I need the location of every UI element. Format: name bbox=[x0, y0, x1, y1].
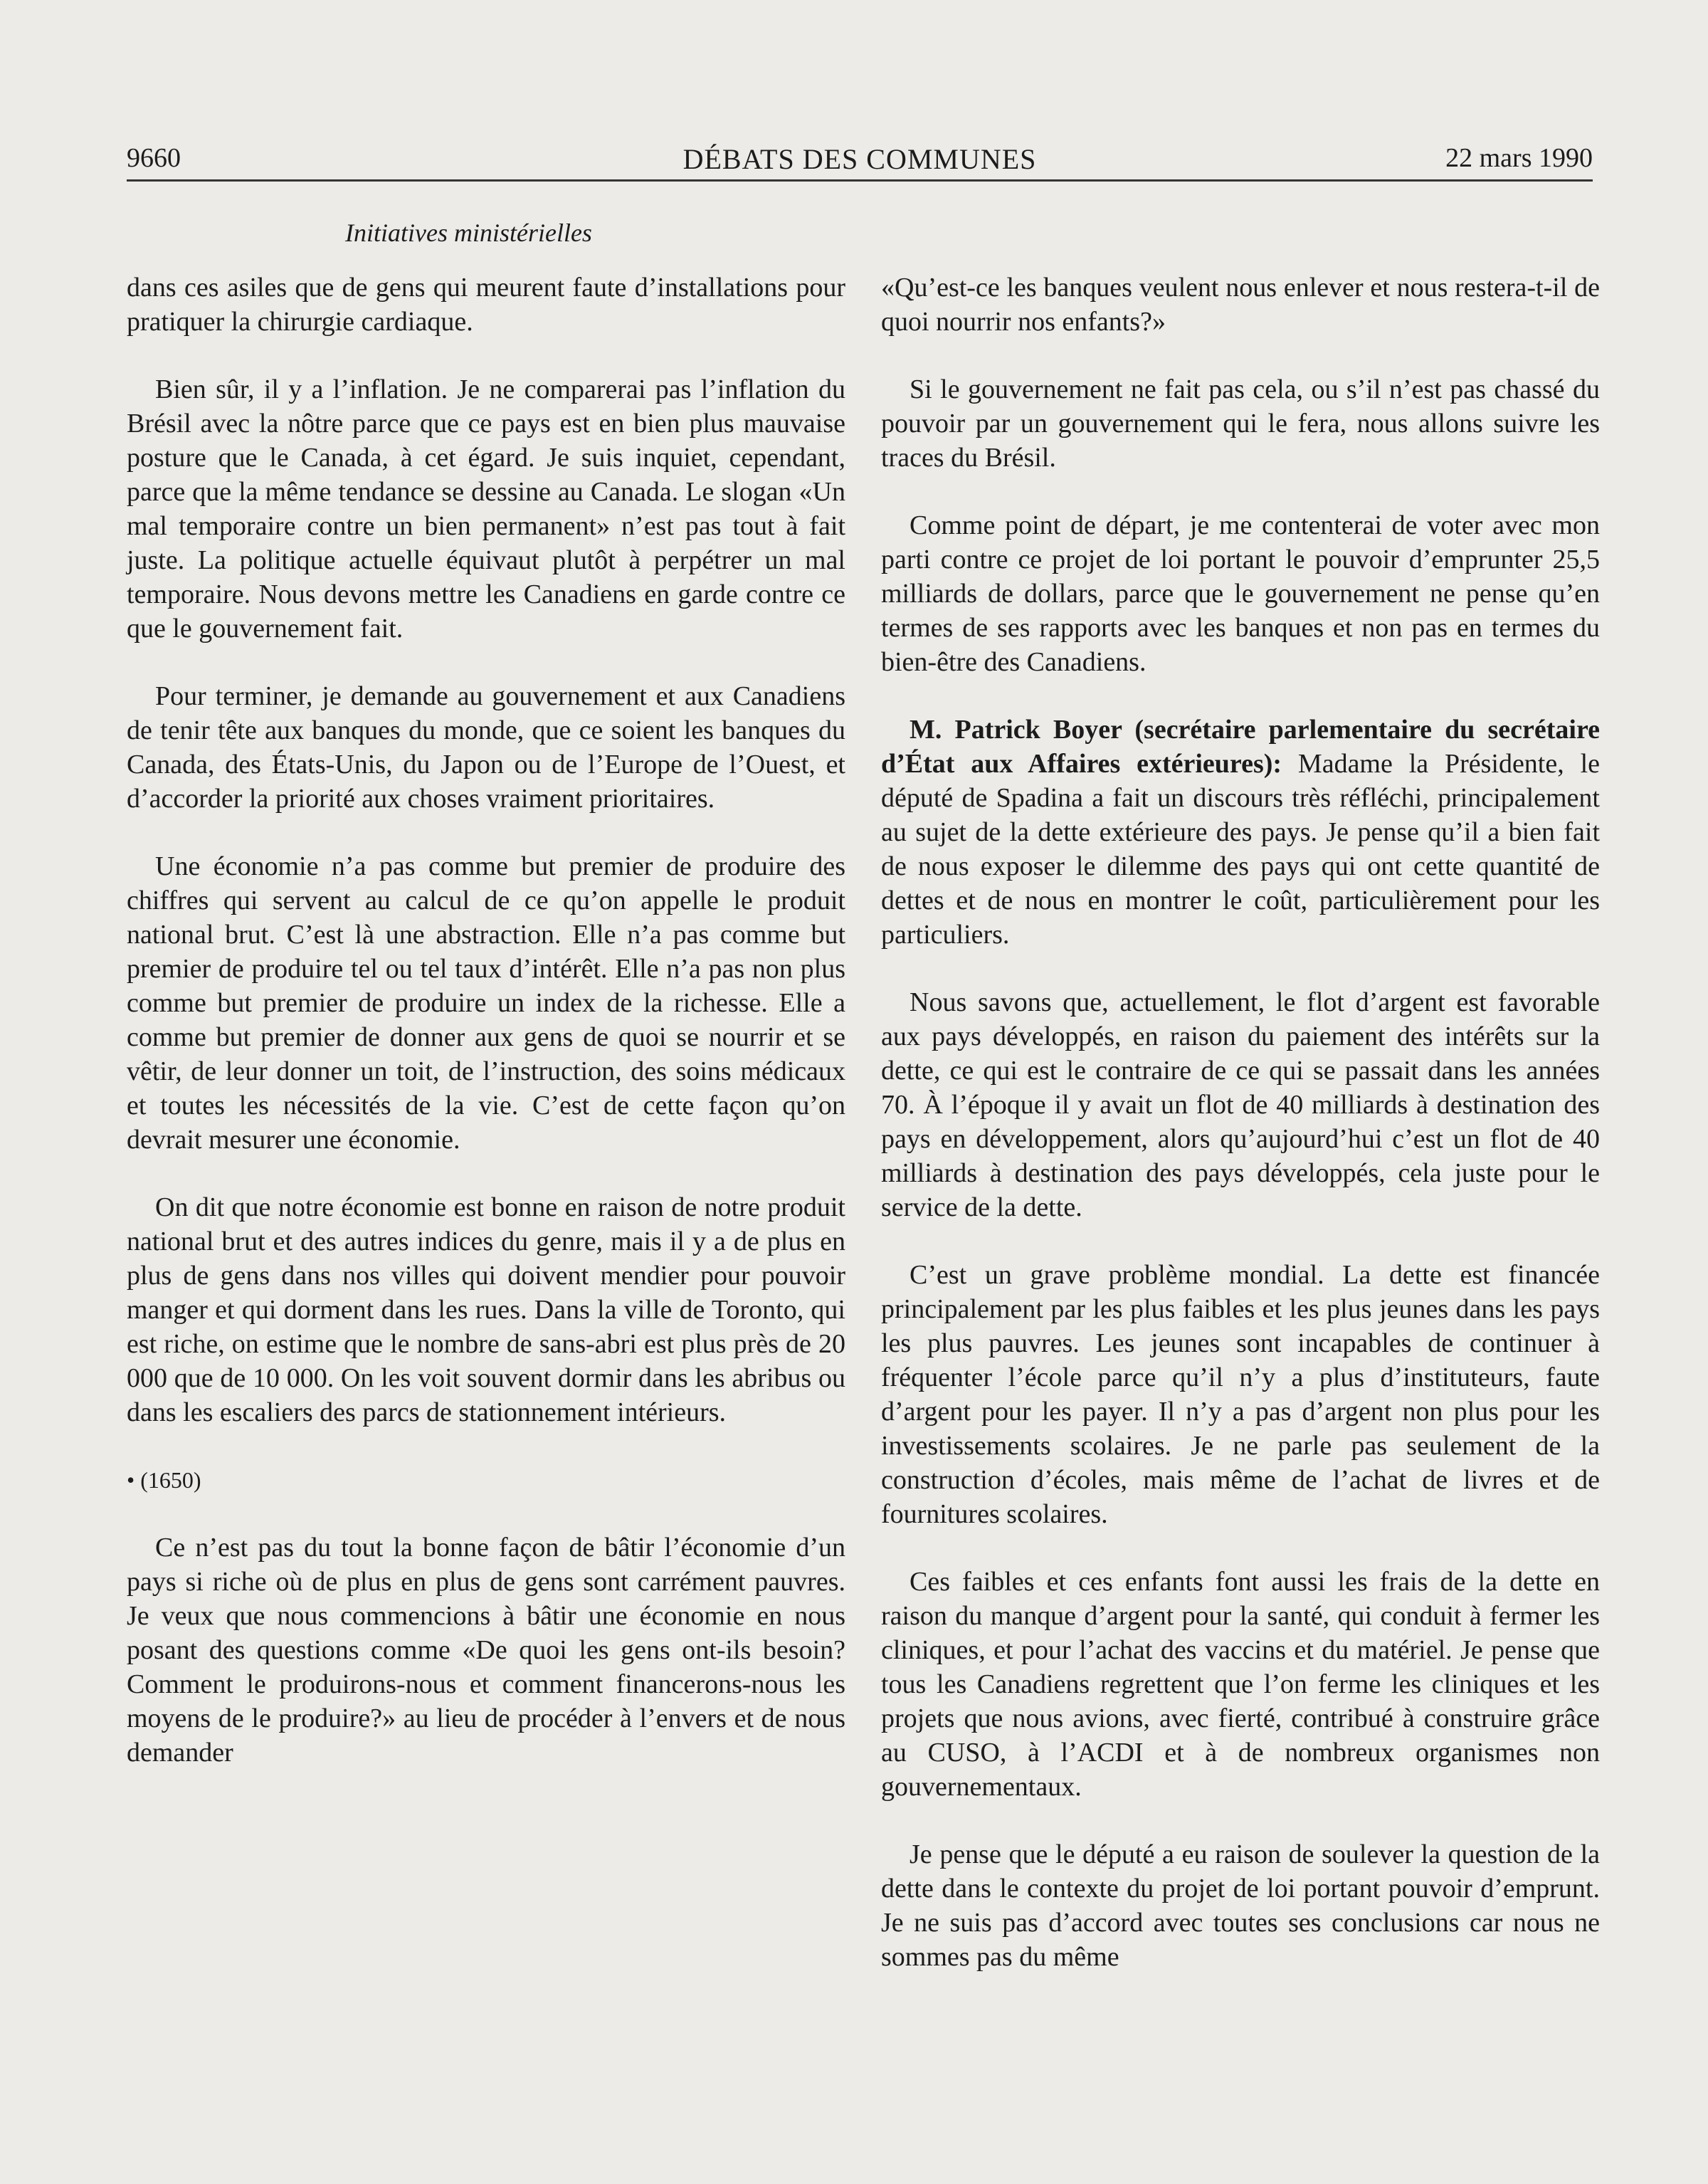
time-marker: • (1650) bbox=[127, 1467, 201, 1493]
right-paragraph-7: Ces faibles et ces enfants font aussi les frais de la dette en raison du manque d’argent pour la santé, qui conduit à fermer les cliniques, et pour l’achat des vaccins et du matériel. Je pense que tous les Canadiens regrettent que l’on ferme les cliniques et les projets que nous avions, avec fierté, contribué à construire grâce au CUSO, à l’ACDI et à de nombreux organismes non gouvernementaux. bbox=[881, 1567, 1600, 1802]
left-paragraph-1: dans ces asiles que de gens qui meurent faute d’installations pour pratiquer la chirurgie cardiaque. bbox=[127, 273, 845, 337]
left-paragraph-4: Une économie n’a pas comme but premier de produire des chiffres qui servent au calcul de ce qu’on appelle le produit national brut. C’est là une abstraction. Elle n’a pas comme but premier de produire tel ou tel taux d’intérêt. Elle n’a pas non plus comme but premier de produire un index de la richesse. Elle a comme but premier de donner aux gens de quoi se nourrir et se vêtir, de leur donner un toit, de l’instruction, des soins médicaux et toutes les nécessités de la vie. C’est de cette façon qu’on devrait mesurer une économie. bbox=[127, 851, 845, 1155]
speech-text: Madame la Présidente, le député de Spadina a fait un discours très réfléchi, principalement au sujet de la dette extérieure des pays. Je pense qu’il a bien fait de nous exposer le dilemme des pays qui ont cette quantité de dettes et de nous en montrer le coût, particulièrement pour les particuliers. bbox=[881, 749, 1600, 950]
right-paragraph-8: Je pense que le député a eu raison de soulever la question de la dette dans le contexte du projet de loi portant pouvoir d’emprunt. Je ne suis pas d’accord avec toutes ses conclusions car nous ne sommes pas du même bbox=[881, 1839, 1600, 1972]
right-paragraph-6: C’est un grave problème mondial. La dette est financée principalement par les plus faibles et les plus jeunes dans les pays les plus pauvres. Les jeunes sont incapables de continuer à fréquenter l’école parce qu’il n’y a plus d’instituteurs, faute d’argent pour les payer. Il n’y a pas d’argent non plus pour les investissements scolaires. Je ne parle pas seulement de la construction d’écoles, mais même de l’achat de livres et de fournitures scolaires. bbox=[881, 1260, 1600, 1529]
section-label: Initiatives ministérielles bbox=[345, 219, 592, 247]
header-rule bbox=[127, 179, 1593, 182]
left-paragraph-3: Pour terminer, je demande au gouvernement et aux Canadiens de tenir tête aux banques du monde, que ce soient les banques du Canada, des États-Unis, du Japon ou de l’Europe de l’Ouest, et d’accorder la priorité aux choses vraiment prioritaires. bbox=[127, 681, 845, 814]
speaker-name: M. Patrick Boyer (secrétaire parlementaire du secrétaire d’État aux Affaires extérieures): bbox=[881, 715, 1600, 779]
left-paragraph-5: On dit que notre économie est bonne en raison de notre produit national brut et des autres indices du genre, mais il y a de plus en plus de gens dans nos villes qui doivent mendier pour pouvoir manger et qui dorment dans les rues. Dans la ville de Toronto, qui est riche, on estime que le nombre de sans-abri est plus près de 20 000 que de 10 000. On les voit souvent dormir dans les abribus ou dans les escaliers des parcs de stationnement intérieurs. bbox=[127, 1192, 845, 1427]
right-column bbox=[881, 271, 1600, 2007]
publication-title: DÉBATS DES COMMUNES bbox=[682, 143, 1037, 175]
left-paragraph-6: Ce n’est pas du tout la bonne façon de bâtir l’économie d’un pays si riche où de plus en plus de gens sont carrément pauvres. Je veux que nous commencions à bâtir une économie en nous posant des questions comme «De quoi les gens ont-ils besoin? Comment le produirons-nous et comment financerons-nous les moyens de le produire?» au lieu de procéder à l’envers et de nous demander bbox=[127, 1533, 845, 1768]
publication-date: 22 mars 1990 bbox=[1445, 143, 1593, 173]
right-paragraph-2: Si le gouvernement ne fait pas cela, ou s’il n’est pas chassé du pouvoir par un gouvernement qui le fera, nous allons suivre les traces du Brésil. bbox=[881, 374, 1600, 473]
page-number: 9660 bbox=[127, 143, 181, 173]
right-paragraph-3: Comme point de départ, je me contenterai de voter avec mon parti contre ce projet de loi portant le pouvoir d’emprunter 25,5 milliards de dollars, parce que le gouvernement ne pense qu’en termes de ses rapports avec les banques et non pas en termes du bien-être des Canadiens. bbox=[881, 510, 1600, 677]
page-header bbox=[127, 137, 1593, 179]
right-paragraph-1: «Qu’est-ce les banques veulent nous enlever et nous restera-t-il de quoi nourrir nos enfants?» bbox=[881, 273, 1600, 337]
right-paragraph-4 bbox=[881, 713, 1600, 952]
left-column bbox=[127, 271, 845, 1803]
right-paragraph-5: Nous savons que, actuellement, le flot d’argent est favorable aux pays développés, en raison du paiement des intérêts sur la dette, ce qui est le contraire de ce qui se passait dans les années 70. À l’époque il y avait un flot de 40 milliards à destination des pays en développement, alors qu’aujourd’hui c’est un flot de 40 milliards à destination des pays développés, cela juste pour le service de la dette. bbox=[881, 987, 1600, 1222]
left-paragraph-2: Bien sûr, il y a l’inflation. Je ne comparerai pas l’inflation du Brésil avec la nôtre parce que ce pays est en bien plus mauvaise posture que le Canada, à cet égard. Je suis inquiet, cependant, parce que la même tendance se dessine au Canada. Le slogan «Un mal temporaire contre un bien permanent» n’est pas tout à fait juste. La politique actuelle équivaut plutôt à perpétrer un mal temporaire. Nous devons mettre les Canadiens en garde contre ce que le gouvernement fait. bbox=[127, 374, 845, 644]
